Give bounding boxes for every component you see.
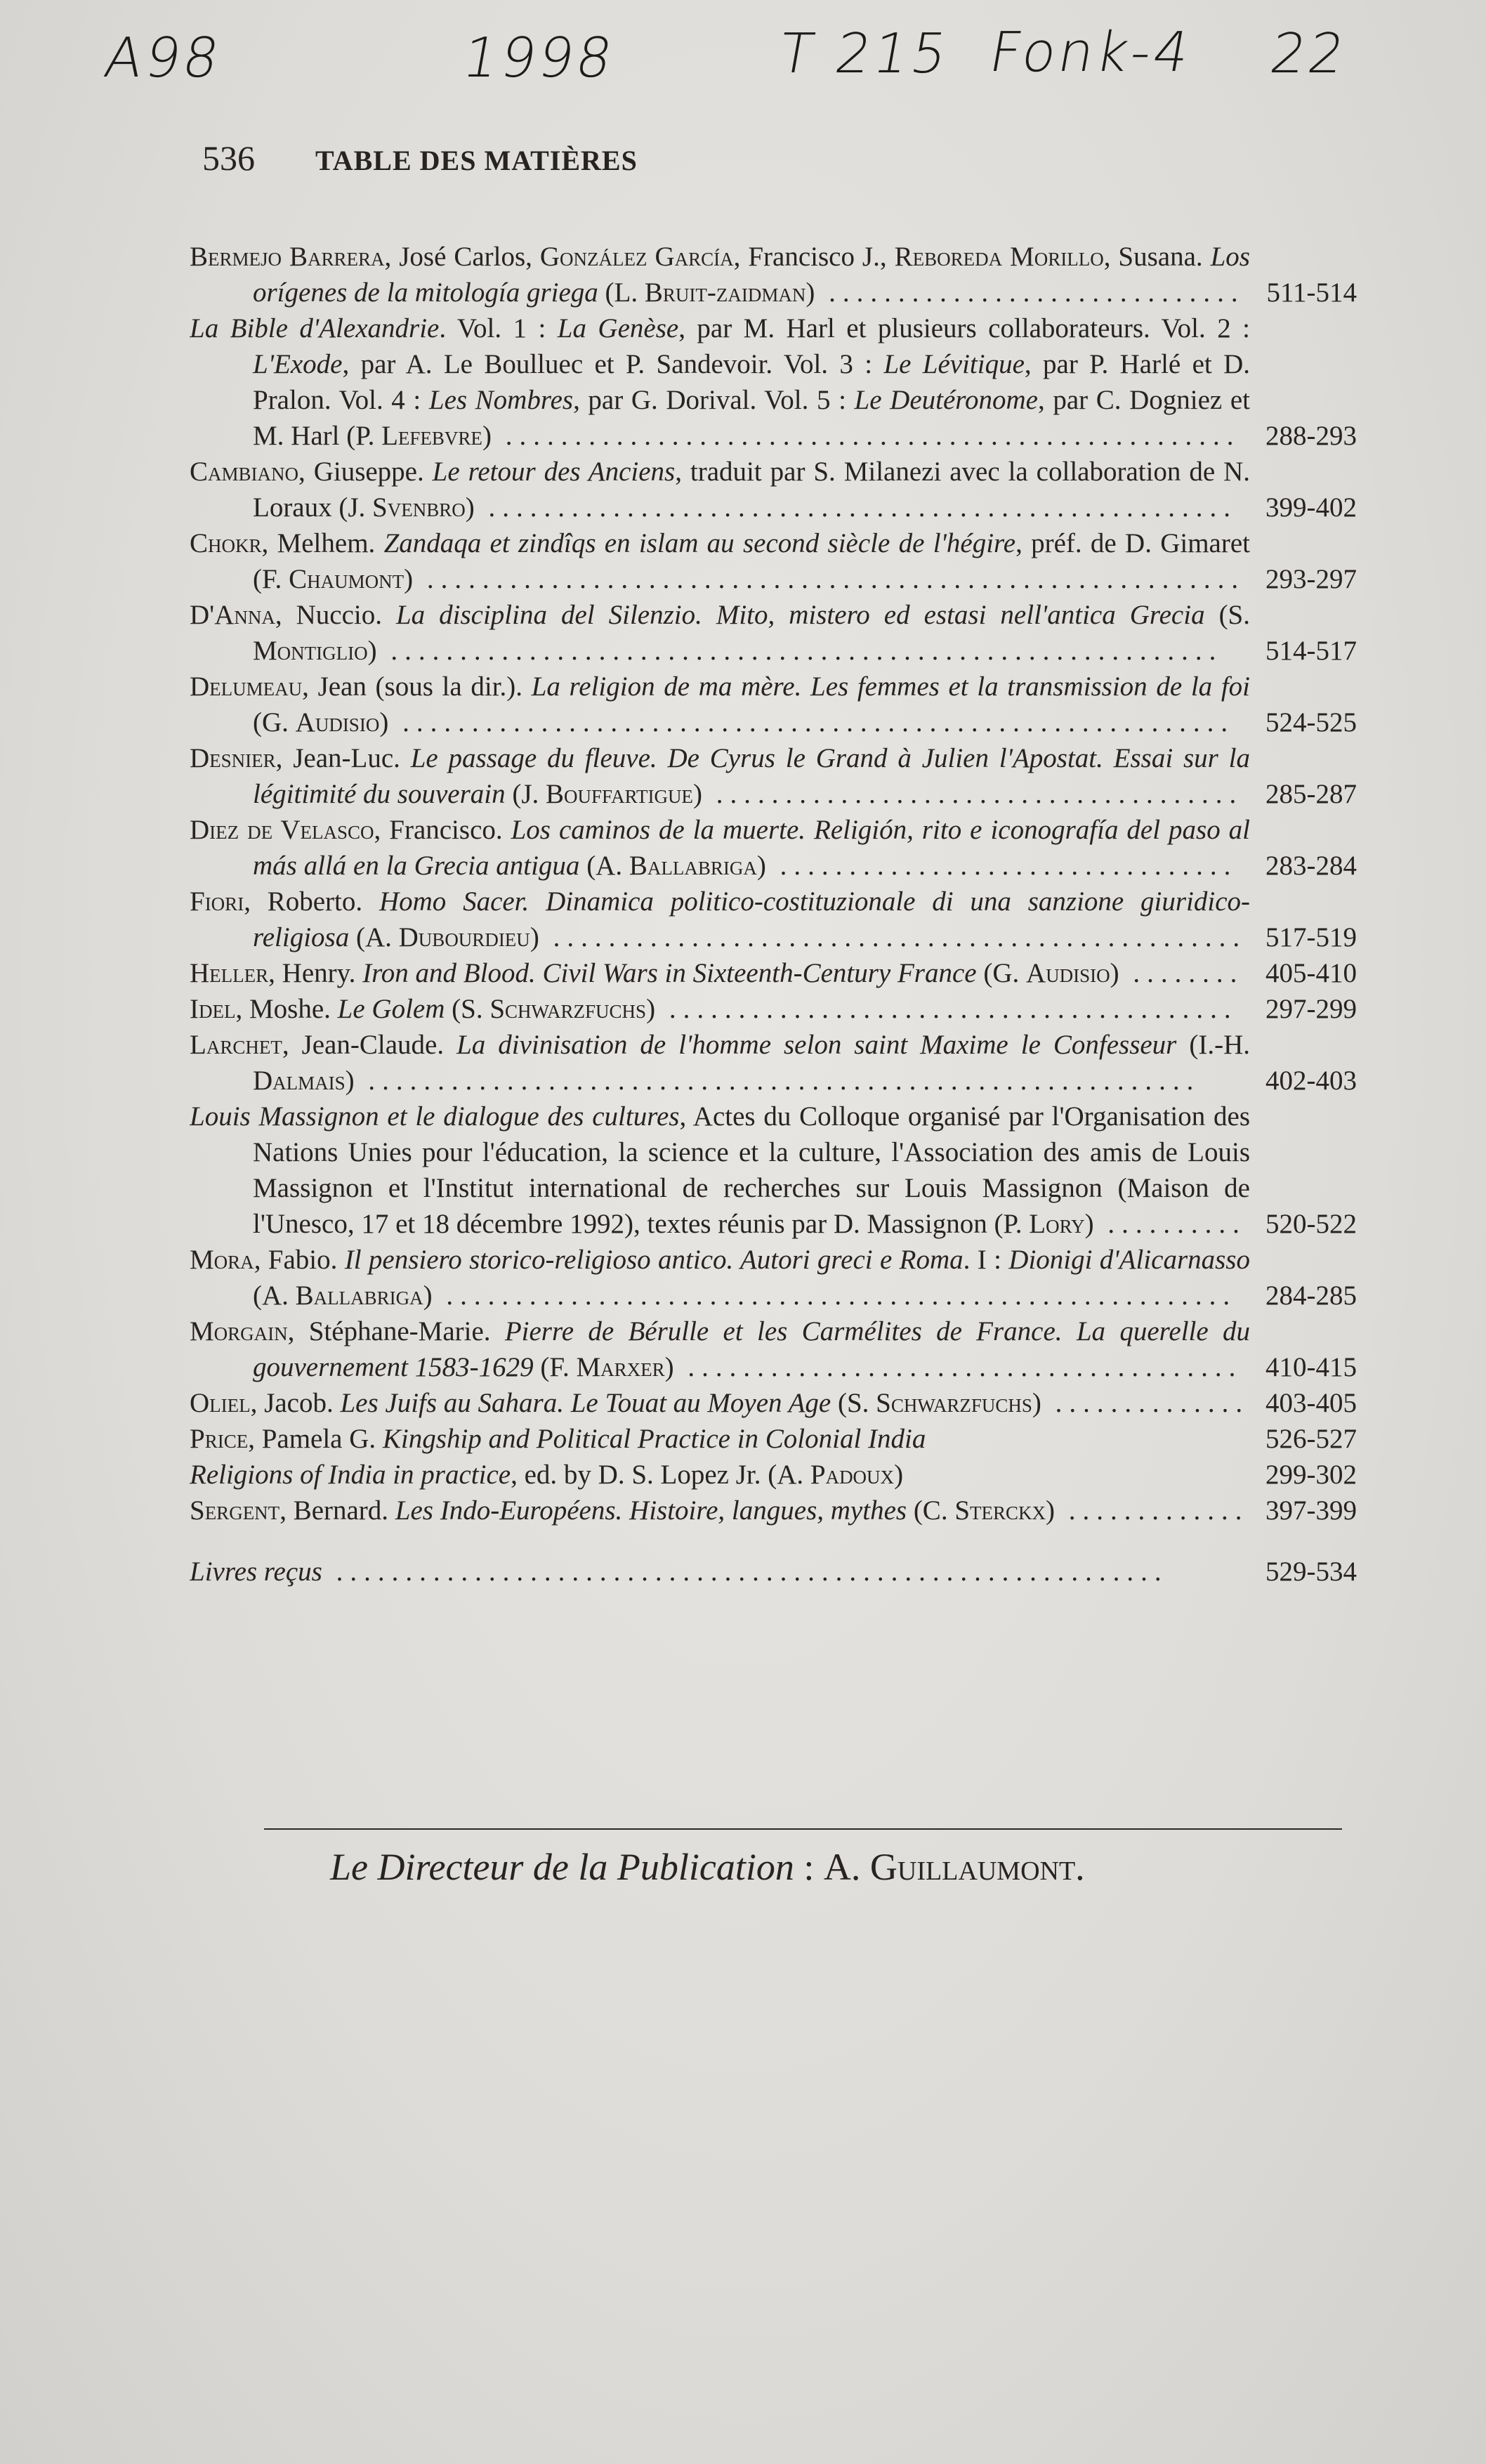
citation-title: Livres reçus xyxy=(190,1557,322,1587)
citation-name: Lory xyxy=(1029,1209,1085,1239)
citation-text: (I.-H. xyxy=(1176,1030,1250,1060)
citation-title: La divinisation de l'homme selon saint Maxime le Confesseur xyxy=(456,1030,1177,1060)
entry-pages: 293-297 xyxy=(1265,564,1357,594)
citation-title: Le passage du fleuve. De Cyrus le Grand à Julien l'Apostat. Essai sur la légitimité du souverain xyxy=(253,743,1250,809)
toc-entry xyxy=(190,955,1357,991)
entry-citation xyxy=(190,884,1250,955)
handwritten-note: 22 xyxy=(1265,22,1353,86)
entry-pages: 517-519 xyxy=(1265,922,1357,952)
citation-text: (A. xyxy=(253,1280,296,1311)
citation-title: Le retour des Anciens xyxy=(432,457,676,487)
entry-citation xyxy=(190,1099,1250,1242)
handwritten-archive-notes xyxy=(0,21,1486,105)
citation-text: ) xyxy=(806,277,815,308)
citation-title: La Bible d'Alexandrie xyxy=(190,313,440,343)
citation-text: (G. xyxy=(253,707,296,738)
citation-text: , Pamela G. xyxy=(248,1424,383,1454)
entry-pages: 399-402 xyxy=(1265,492,1357,523)
citation-text: (S. xyxy=(831,1388,876,1418)
publication-director-line xyxy=(330,1845,1085,1889)
handwritten-note: A98 xyxy=(100,27,227,90)
entry-citation xyxy=(190,1554,1250,1590)
section-title: TABLE DES MATIÈRES xyxy=(315,145,638,176)
dot-leader: ........................................ xyxy=(673,1352,1243,1382)
citation-title: Il pensiero storico-religioso antico. Autori greci e Roma xyxy=(344,1245,964,1275)
citation-text: , Francisco. xyxy=(374,815,511,845)
entry-pages: 284-285 xyxy=(1265,1280,1357,1311)
citation-text: , Susana. xyxy=(1103,242,1211,272)
entry-pages: 405-410 xyxy=(1265,958,1357,988)
citation-text: (L. xyxy=(598,277,645,308)
handwritten-note: Fonk-4 xyxy=(985,21,1197,84)
dot-leader: ..................................................... xyxy=(491,421,1241,451)
citation-title: Louis Massignon et le dialogue des cultures xyxy=(190,1101,680,1132)
citation-text: , Moshe. xyxy=(235,994,338,1024)
citation-text: , Melhem. xyxy=(261,528,384,558)
citation-name: Padoux xyxy=(810,1460,895,1490)
citation-text: . I : xyxy=(963,1245,1009,1275)
dot-leader: ........ xyxy=(1119,958,1244,988)
citation-text: , Francisco J., xyxy=(733,242,895,272)
citation-text: , Bernard. xyxy=(280,1495,395,1526)
citation-text: ) xyxy=(367,636,377,666)
citation-name: Desnier xyxy=(190,743,276,773)
citation-text: (F. xyxy=(533,1352,577,1382)
dot-leader: ...................................... xyxy=(702,779,1244,809)
dot-leader: ...................................................... xyxy=(474,492,1237,523)
citation-name: Diez de Velasco xyxy=(190,815,374,845)
entry-pages: 403-405 xyxy=(1265,1388,1357,1418)
dot-leader: .................................................. xyxy=(539,922,1247,952)
citation-text: ) xyxy=(664,1352,674,1382)
citation-text: , par P. Harlé et D. Pralon. Vol. 4 : xyxy=(253,349,1250,415)
dot-leader: .............. xyxy=(1041,1388,1250,1418)
entry-pages: 297-299 xyxy=(1265,994,1357,1024)
citation-name: González García xyxy=(539,242,734,272)
citation-text: ) xyxy=(404,564,414,594)
entry-pages: 514-517 xyxy=(1265,636,1357,666)
entry-citation xyxy=(190,1313,1250,1385)
citation-name: Chokr xyxy=(190,528,262,558)
citation-title: La disciplina del Silenzio. Mito, mistero ed estasi nell'antica Grecia xyxy=(395,600,1205,630)
dot-leader: ......................................................... xyxy=(432,1280,1237,1311)
citation-text: , Nuccio. xyxy=(275,600,396,630)
toc-entry xyxy=(190,740,1357,812)
entry-pages: 520-522 xyxy=(1265,1209,1357,1239)
citation-title: Zandaqa et zindîqs en islam au second siècle de l'hégire xyxy=(383,528,1016,558)
citation-text: (J. xyxy=(505,779,546,809)
citation-text: , ed. by D. S. Lopez Jr. (A. xyxy=(511,1460,810,1490)
toc-entry xyxy=(190,597,1357,669)
citation-text: ) xyxy=(465,492,475,523)
citation-text: (S. xyxy=(445,994,490,1024)
citation-text: , José Carlos, xyxy=(384,242,540,272)
citation-text: , par C. Dogniez et M. Harl (P. xyxy=(253,385,1250,451)
entry-pages: 511-514 xyxy=(1266,277,1357,308)
running-head xyxy=(202,138,638,178)
citation-name: Dalmais xyxy=(253,1066,346,1096)
entry-citation xyxy=(190,955,1250,991)
citation-title: Le Lévitique xyxy=(883,349,1025,379)
citation-text: , par A. Le Boulluec et P. Sandevoir. Vol. 3 : xyxy=(342,349,884,379)
citation-title: Les Indo-Européens. Histoire, langues, mythes xyxy=(395,1495,907,1526)
citation-title: Iron and Blood. Civil Wars in Sixteenth-Century France xyxy=(362,958,977,988)
dot-leader: ............................................................ xyxy=(322,1557,1169,1587)
entry-pages: 397-399 xyxy=(1265,1495,1357,1526)
dot-leader: ............................................................ xyxy=(388,707,1235,738)
toc-entry xyxy=(190,1421,1357,1457)
citation-name: Ballabriga xyxy=(629,851,757,881)
entry-citation xyxy=(190,740,1250,812)
entry-citation xyxy=(190,1027,1250,1099)
citation-title: Les Nombres xyxy=(428,385,574,415)
toc-entry xyxy=(190,310,1357,454)
entry-pages: 402-403 xyxy=(1265,1066,1357,1096)
citation-title: Les Juifs au Sahara. Le Touat au Moyen Age xyxy=(340,1388,831,1418)
toc-entry xyxy=(190,1313,1357,1385)
toc-entry xyxy=(190,669,1357,740)
citation-text: ) xyxy=(756,851,766,881)
entry-pages: 285-287 xyxy=(1265,779,1357,809)
citation-title: Le Deutéronome xyxy=(854,385,1038,415)
citation-name: Cambiano xyxy=(190,457,299,487)
entry-citation xyxy=(190,812,1250,884)
citation-text: , Henry. xyxy=(268,958,363,988)
citation-name: Delumeau xyxy=(190,671,303,702)
dot-leader: ......................................... xyxy=(655,994,1238,1024)
toc-entry xyxy=(190,239,1357,310)
handwritten-note: 1998 xyxy=(458,27,620,90)
citation-title: La religion de ma mère. Les femmes et la transmission de la foi xyxy=(531,671,1250,702)
citation-name: Audisio xyxy=(1026,958,1110,988)
citation-name: Audisio xyxy=(295,707,380,738)
citation-text: , Jean-Luc. xyxy=(275,743,411,773)
director-role: Le Directeur de la Publication xyxy=(330,1846,794,1888)
citation-text: , Roberto. xyxy=(244,886,379,917)
citation-text: (G. xyxy=(976,958,1026,988)
entry-citation xyxy=(190,310,1250,454)
dot-leader: ............. xyxy=(1055,1495,1249,1526)
citation-name: Sergent xyxy=(190,1495,280,1526)
toc-entry xyxy=(190,1493,1357,1528)
citation-text: ) xyxy=(1084,1209,1094,1239)
citation-title: Los orígenes de la mitología griega xyxy=(253,242,1250,308)
citation-title: Pierre de Bérulle et les Carmélites de France. La querelle du gouvernement 1583-1629 xyxy=(253,1316,1250,1382)
dot-leader: .............................. xyxy=(815,277,1245,308)
director-separator: : xyxy=(794,1846,824,1888)
entry-pages: 283-284 xyxy=(1265,851,1357,881)
entry-pages: 524-525 xyxy=(1265,707,1357,738)
citation-name: Ballabriga xyxy=(295,1280,423,1311)
citation-text: (A. xyxy=(579,851,629,881)
citation-text: ) xyxy=(423,1280,433,1311)
entry-citation xyxy=(190,239,1250,310)
citation-title: L'Exode xyxy=(253,349,343,379)
citation-name: D'Anna xyxy=(190,600,275,630)
entry-pages: 529-534 xyxy=(1265,1557,1357,1587)
citation-title: Homo Sacer. Dinamica politico-costituzionale di una sanzione giuridico-religiosa xyxy=(253,886,1250,952)
entry-citation xyxy=(190,525,1250,597)
citation-text: ) xyxy=(894,1460,904,1490)
citation-text: ) xyxy=(646,994,656,1024)
handwritten-note: T 215 xyxy=(774,22,955,86)
citation-name: Svenbro xyxy=(372,492,466,523)
citation-name: Larchet xyxy=(190,1030,282,1060)
citation-name: Dubourdieu xyxy=(398,922,530,952)
citation-text: . Vol. 1 : xyxy=(439,313,558,343)
toc-entry xyxy=(190,1099,1357,1242)
citation-text: ) xyxy=(379,707,389,738)
toc-entry xyxy=(190,1385,1357,1421)
entry-citation xyxy=(190,1457,1250,1493)
citation-name: Bermejo Barrera xyxy=(190,242,385,272)
citation-text: , Jacob. xyxy=(250,1388,341,1418)
citation-name: Lefebvre xyxy=(381,421,482,451)
citation-text: ) xyxy=(345,1066,355,1096)
toc-entry xyxy=(190,884,1357,955)
entry-citation xyxy=(190,1385,1250,1421)
citation-text: , Fabio. xyxy=(254,1245,345,1275)
citation-name: Marxer xyxy=(576,1352,665,1382)
entry-pages: 410-415 xyxy=(1265,1352,1357,1382)
entry-citation xyxy=(190,1493,1250,1528)
toc-entry xyxy=(190,1457,1357,1493)
entry-citation xyxy=(190,669,1250,740)
director-name: A. Guillaumont. xyxy=(823,1846,1085,1888)
citation-name: Mora xyxy=(190,1245,254,1275)
toc-entry xyxy=(190,1554,1357,1590)
citation-name: Oliel xyxy=(190,1388,251,1418)
citation-text: , traduit par S. Milanezi avec la collaboration de N. Loraux (J. xyxy=(253,457,1250,523)
citation-title: Kingship and Political Practice in Colonial India xyxy=(382,1424,926,1454)
citation-name: Schwarzfuchs xyxy=(489,994,647,1024)
citation-text: , par M. Harl et plusieurs collaborateurs. Vol. 2 : xyxy=(678,313,1250,343)
entry-pages: 288-293 xyxy=(1265,421,1357,451)
toc-entry xyxy=(190,1027,1357,1099)
entry-pages: 526-527 xyxy=(1265,1424,1357,1454)
citation-title: Religions of India in practice xyxy=(190,1460,511,1490)
entry-citation xyxy=(190,1421,1250,1457)
citation-name: Reboreda Morillo xyxy=(894,242,1104,272)
citation-text: , Stéphane-Marie. xyxy=(287,1316,505,1346)
citation-text: (C. xyxy=(907,1495,955,1526)
toc-entry xyxy=(190,525,1357,597)
citation-name: Bouffartigue xyxy=(546,779,693,809)
citation-title: Dionigi d'Alicarnasso xyxy=(1008,1245,1250,1275)
dot-leader: ................................. xyxy=(765,851,1238,881)
citation-text: , Jean-Claude. xyxy=(282,1030,457,1060)
citation-title: Le Golem xyxy=(337,994,445,1024)
citation-name: Fiori xyxy=(190,886,244,917)
table-of-contents xyxy=(190,239,1357,1590)
dot-leader: ............................................................ xyxy=(354,1066,1201,1096)
citation-text: , préf. de D. Gimaret (F. xyxy=(253,528,1250,594)
dot-leader: .......... xyxy=(1093,1209,1247,1239)
citation-text: , Actes du Colloque organisé par l'Organisation des Nations Unies pour l'éducation, la science et la culture, l'Association des amis de Louis Massignon et l'Institut international de recherches sur Louis Massignon (Maison de l'Unesco, 17 et 18 décembre 1992), textes réunis par D. Massignon (P. xyxy=(253,1101,1250,1239)
entry-citation xyxy=(190,454,1250,525)
toc-entry xyxy=(190,812,1357,884)
citation-text: ) xyxy=(1110,958,1119,988)
citation-title: Los caminos de la muerte. Religión, rito e iconografía del paso al más allá en la Grecia antigua xyxy=(253,815,1250,881)
citation-text: , par G. Dorival. Vol. 5 : xyxy=(573,385,855,415)
citation-name: Morgain xyxy=(190,1316,288,1346)
dot-leader: ........................................................... xyxy=(413,564,1246,594)
citation-text: , Giuseppe. xyxy=(298,457,433,487)
footer-divider xyxy=(264,1828,1342,1830)
dot-leader: ............................................................ xyxy=(376,636,1223,666)
citation-name: Price xyxy=(190,1424,249,1454)
entry-citation xyxy=(190,1242,1250,1313)
citation-name: Bruit-zaidman xyxy=(644,277,806,308)
citation-text: ) xyxy=(692,779,702,809)
entry-pages: 299-302 xyxy=(1265,1460,1357,1490)
citation-name: Chaumont xyxy=(289,564,405,594)
citation-name: Heller xyxy=(190,958,269,988)
citation-name: Sterckx xyxy=(954,1495,1046,1526)
citation-title: La Genèse xyxy=(557,313,679,343)
citation-text: , Jean (sous la dir.). xyxy=(302,671,532,702)
page-number: 536 xyxy=(202,138,255,178)
citation-text: ) xyxy=(1032,1388,1041,1418)
toc-entry xyxy=(190,991,1357,1027)
citation-text: ) xyxy=(530,922,539,952)
citation-name: Idel xyxy=(190,994,236,1024)
citation-text: (S. xyxy=(1204,600,1250,630)
citation-text: ) xyxy=(482,421,492,451)
entry-citation xyxy=(190,991,1250,1027)
citation-name: Schwarzfuchs xyxy=(876,1388,1032,1418)
citation-name: Montiglio xyxy=(253,636,368,666)
entry-citation xyxy=(190,597,1250,669)
citation-text: (A. xyxy=(349,922,399,952)
citation-text: ) xyxy=(1046,1495,1056,1526)
toc-entry xyxy=(190,454,1357,525)
toc-entry xyxy=(190,1242,1357,1313)
